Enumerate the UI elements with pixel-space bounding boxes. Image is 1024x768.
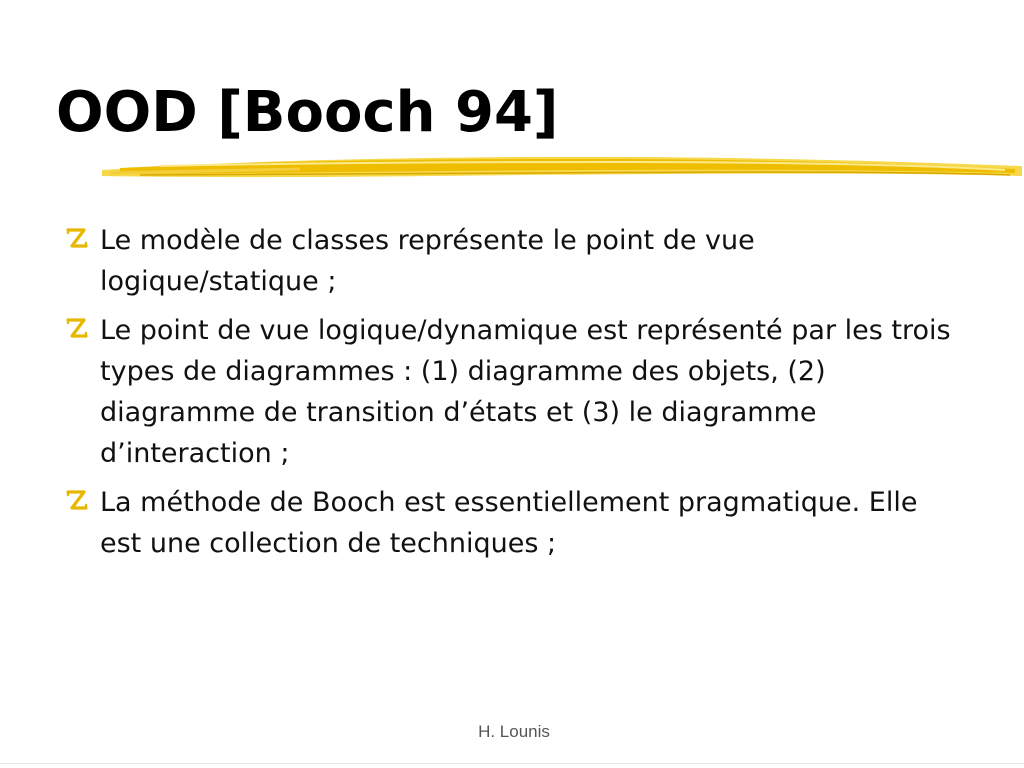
z-bullet-icon	[62, 486, 92, 516]
bullet-text: La méthode de Booch est essentiellement pragmatique. Elle est une collection de techniques ;	[100, 487, 918, 559]
bullet-item	[62, 220, 962, 302]
bullet-text: Le point de vue logique/dynamique est représenté par les trois types de diagrammes : (1) diagramme des objets, (2) diagramme de transition d’états et (3) le diagramme d’interaction ;	[100, 315, 951, 469]
z-bullet-icon	[62, 314, 92, 344]
title-underline-brush-stroke	[100, 148, 1024, 188]
z-bullet-icon	[62, 224, 92, 254]
bullet-text: Le modèle de classes représente le point de vue logique/statique ;	[100, 225, 755, 297]
slide-title: OOD [Booch 94]	[56, 80, 559, 145]
bottom-divider	[0, 763, 1024, 764]
bullet-item	[62, 482, 962, 564]
footer-author: H. Lounis	[478, 722, 550, 741]
bullet-item	[62, 310, 962, 474]
bullet-list	[62, 220, 962, 572]
